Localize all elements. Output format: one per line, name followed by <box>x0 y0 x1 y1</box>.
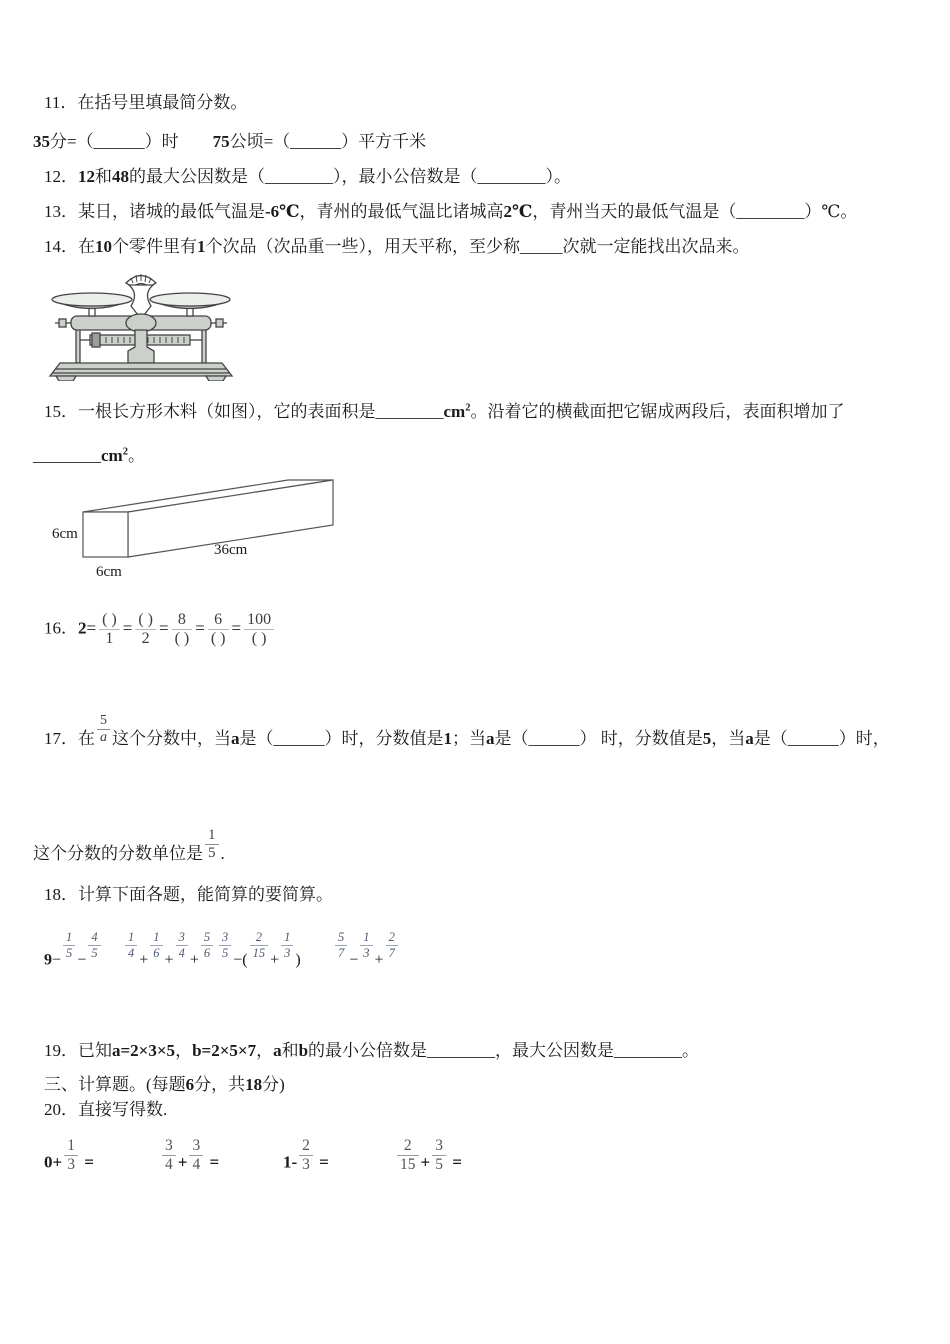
expression-20-2: $\frac{3}{4}$ + $\frac{3}{4}$ = <box>160 1138 219 1173</box>
question-16-line: 16．2= $\frac{( )}{1}$ = $\frac{( )}{2}$ = $\frac{8}{( )}$ = $\frac{6}{( )}$ = $\frac{100}{( )}$ <box>44 612 277 648</box>
question-19-line: 19．已知a=2×3×5，b=2×5×7，a和b的最小公倍数是________，最大公因数是________。 <box>44 1041 700 1060</box>
balance-scale-figure <box>46 269 236 381</box>
expression-20-1: 0+ $\frac{1}{3}$ = <box>44 1137 94 1173</box>
expression-18-2: $\frac{1}{4}$ + $\frac{1}{6}$ + $\frac{3}{4}$ + $\frac{5}{6}$ <box>123 931 215 970</box>
question-11-blanks-line: 35分=（______）时 75公顷=（______）平方千米 <box>33 132 427 151</box>
question-17-line: 17．在 $\frac{5}{a}$ 这个分数中，当a是（______）时，分数值是1；当a是（______） 时，分数值是5，当a是（______）时， <box>44 713 890 748</box>
question-15-line2: $\_\_\_\_\_\_\_\_cm^2$。 <box>33 446 145 465</box>
question-11-line: 11．在括号里填最简分数。 <box>44 93 248 112</box>
scale-base <box>50 363 232 381</box>
block-front-face <box>83 512 128 557</box>
question-12-line: 12．12和48的最大公因数是（________），最小公倍数是（________）。 <box>44 167 571 186</box>
expression-18-4: $\frac{5}{7}$ − $\frac{1}{3}$ + $\frac{2}{7}$ <box>333 931 400 970</box>
question-13-line: 13．某日，诸城的最低气温是-6℃，青州的最低气温比诸城高2℃，青州当天的最低气温是（________）℃。 <box>44 202 858 221</box>
question-17-continuation-line: 这个分数的分数单位是 $\frac{1}{5}$ . <box>33 827 225 863</box>
block-width-label: 6cm <box>96 564 122 580</box>
question-14-line: 14．在10个零件里有1个次品（次品重一些），用天平称，至少称_____次就一定能找出次品来。 <box>44 237 750 256</box>
block-length-label: 36cm <box>214 542 248 558</box>
question-18-line: 18．计算下面各题，能简算的要简算。 <box>44 885 333 904</box>
section-3-header: 三、计算题。(每题6分，共18分) <box>44 1075 285 1094</box>
expression-18-1: 9− $\frac{1}{5}$ − $\frac{4}{5}$ <box>44 931 103 970</box>
wood-block-figure <box>48 472 358 587</box>
question-15-line1: 15．一根长方形木料（如图），它的表面积是$\_\_\_\_\_\_\_\_cm^2$。沿着它的横截面把它锯成两段后，表面积增加了 <box>44 402 845 421</box>
expression-20-3: 1- $\frac{2}{3}$ = <box>283 1137 329 1173</box>
scale-right-pan <box>150 293 230 316</box>
scale-left-column <box>76 327 80 363</box>
expression-20-4: $\frac{2}{15}$ + $\frac{3}{5}$ = <box>395 1138 462 1173</box>
question-20-line: 20．直接写得数. <box>44 1100 168 1119</box>
scale-left-pan <box>52 293 132 316</box>
scale-right-column <box>202 327 206 363</box>
expression-18-3: $\frac{3}{5}$ −( $\frac{2}{15}$ + $\frac{1}{3}$ ) <box>217 931 301 970</box>
block-height-label: 6cm <box>52 526 78 542</box>
scale-neck <box>129 285 153 315</box>
